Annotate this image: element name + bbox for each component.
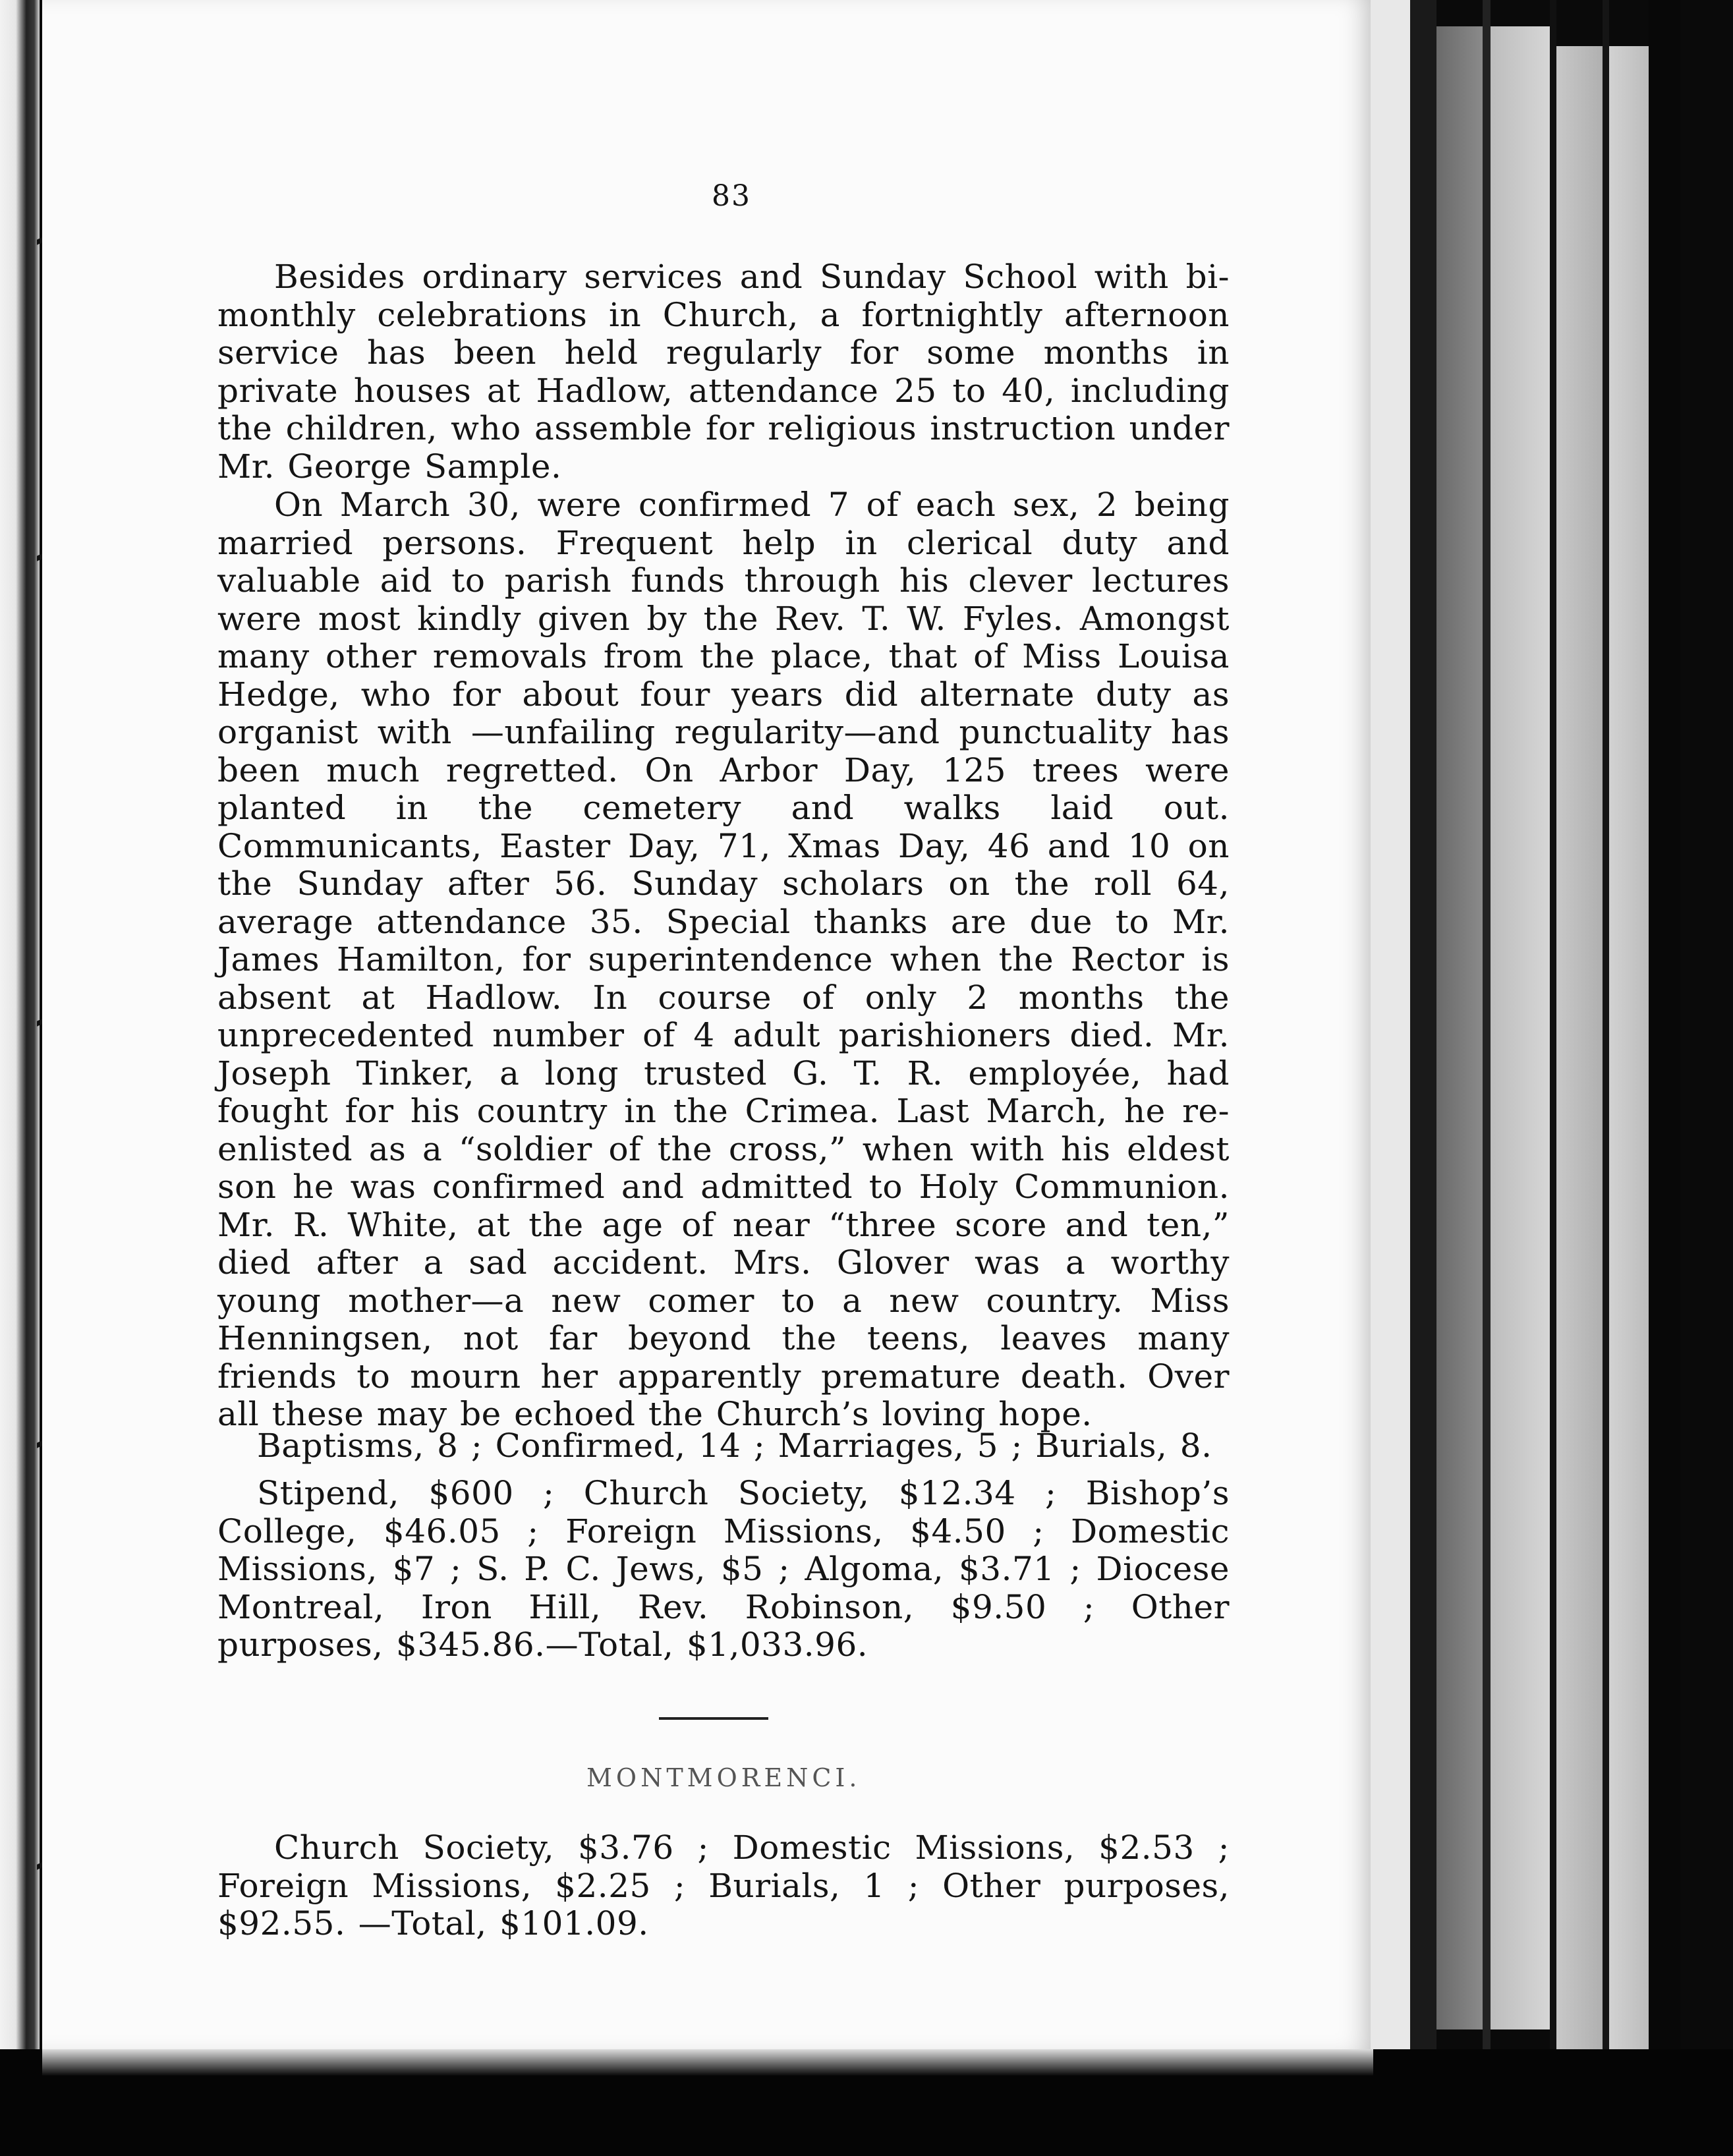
left-gutter bbox=[0, 0, 40, 2156]
page-number: 83 bbox=[712, 179, 751, 213]
section-heading-montmorenci: MONTMORENCI. bbox=[586, 1763, 861, 1792]
section-divider bbox=[659, 1717, 768, 1720]
scan-bottom-border bbox=[0, 2049, 1733, 2156]
paragraph-finances: Stipend, $600 ; Church Society, $12.34 ; Bishop’s College, $46.05 ; Foreign Missions, $4.50 ; Domestic Missions, $7 ; S. P. C. Jews, $5 ; Algoma, $3.71 ; Diocese Montreal, Iron Hill, Rev. Robinson, $9.50 ; Other purposes, $345.86.—Total, $1,033.96. bbox=[217, 1474, 1230, 1664]
paragraph-montmorenci-finances: Church Society, $3.76 ; Domestic Missions, $2.53 ; Foreign Missions, $2.25 ; Burials, 1 ; Other purposes, $92.55. —Total, $101.09. bbox=[217, 1829, 1230, 1943]
paragraph-statistics: Baptisms, 8 ; Confirmed, 14 ; Marriages, 5 ; Burials, 8. bbox=[257, 1427, 1212, 1465]
paragraph-services: Besides ordinary services and Sunday School with bi-monthly celebrations in Church, a fortnightly afternoon service has been held regularly for some months in private houses at Hadlow, attendance 25 to 40, including the children, who assemble for religious instruction under Mr. George Sample. bbox=[217, 258, 1230, 486]
page-stack-edges bbox=[1371, 0, 1680, 2109]
paragraph-confirmations: On March 30, were confirmed 7 of each sex, 2 being married persons. Frequent help in clerical duty and valuable aid to parish funds through his clever lectures were most kindly given by the Rev. T. W. Fyles. Amongst many other removals from the place, that of Miss Louisa Hedge, who for about four years did alternate duty as organist with —unfailing regularity—and punctuality has been much regretted. On Arbor Day, 125 trees were planted in the cemetery and walks laid out. Communicants, Easter Day, 71, Xmas Day, 46 and 10 on the Sunday after 56. Sunday scholars on the roll 64, average attendance 35. Special thanks are due to Mr. James Hamilton, for superintendence when the Rector is absent at Hadlow. In course of only 2 months the unprecedented number of 4 adult parishioners died. Mr. Joseph Tinker, a long trusted G. T. R. employée, had fought for his country in the Crimea. Last March, he re-enlisted as a “soldier of the cross,” when with his eldest son he was confirmed and admitted to Holy Communion. Mr. R. White, at the age of near “three score and ten,” died after a sad accident. Mrs. Glover was a worthy young mother—a new comer to a new country. Miss Henningsen, not far beyond the teens, leaves many friends to mourn her apparently premature death. Over all these may be echoed the Church’s loving hope. bbox=[217, 486, 1230, 1433]
